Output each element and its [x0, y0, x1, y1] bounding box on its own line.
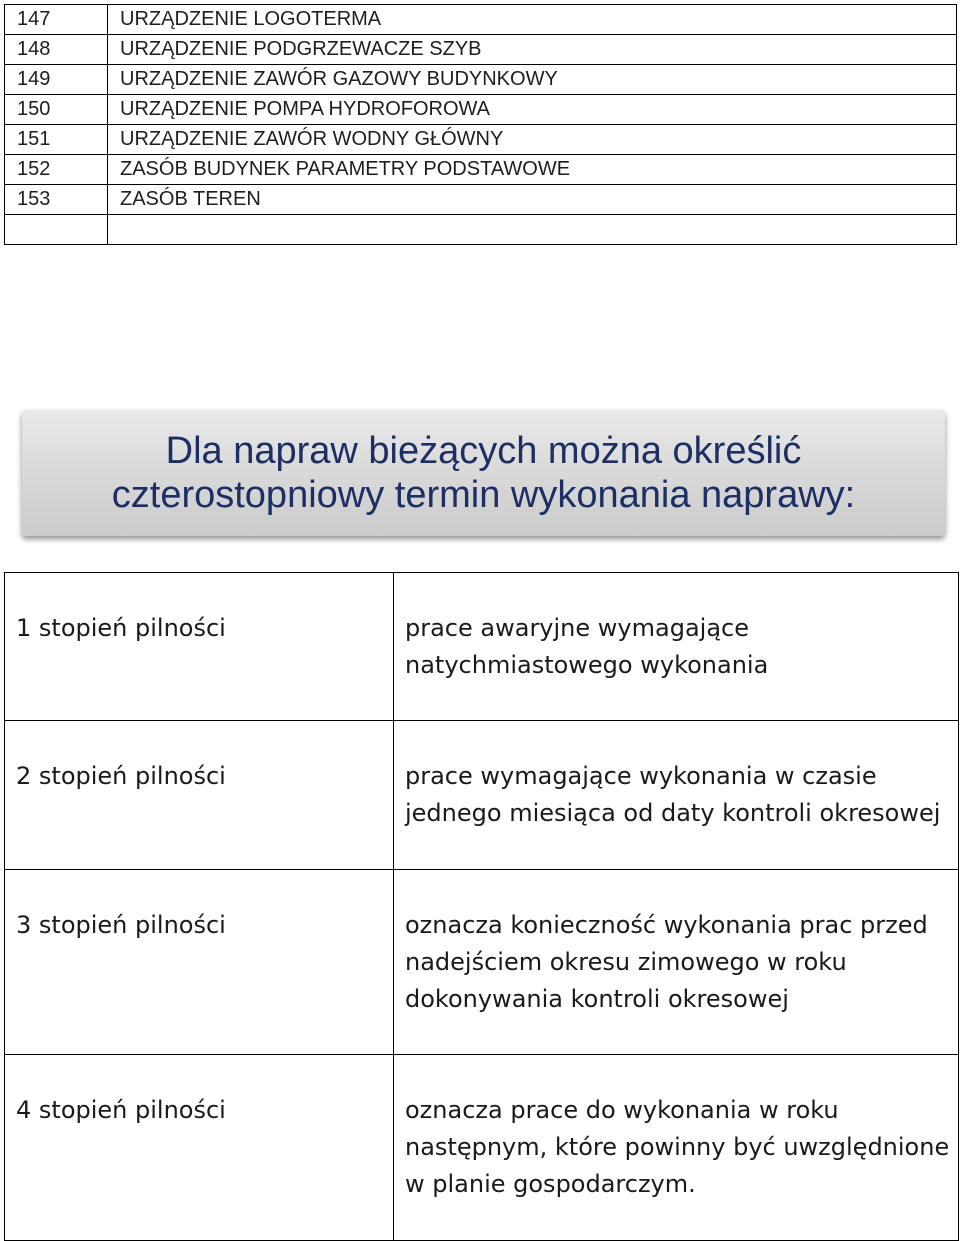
row-number: 150	[5, 95, 108, 125]
heading-banner	[22, 410, 945, 536]
table-row	[5, 35, 957, 65]
table-row	[5, 155, 957, 185]
table-row	[5, 95, 957, 125]
row-description: URZĄDZENIE LOGOTERMA	[108, 5, 957, 35]
row-description	[108, 215, 957, 245]
urgency-level-label: 4 stopień pilności	[16, 1096, 226, 1124]
urgency-level-label: 2 stopień pilności	[16, 762, 226, 790]
table-row-empty	[5, 215, 957, 245]
banner-line-2: czterostopniowy termin wykonania naprawy:	[111, 474, 856, 516]
urgency-description-text: oznacza konieczność wykonania prac przed nadejściem okresu zimowego w roku dokonywania kontroli okresowej	[405, 911, 928, 1013]
urgency-level	[5, 721, 394, 870]
row-number: 152	[5, 155, 108, 185]
row-number: 147	[5, 5, 108, 35]
row-number: 149	[5, 65, 108, 95]
urgency-description	[394, 721, 959, 870]
urgency-level	[5, 573, 394, 721]
table-row	[5, 573, 959, 721]
table-row	[5, 125, 957, 155]
urgency-level-label: 1 stopień pilności	[16, 614, 226, 642]
row-description: URZĄDZENIE POMPA HYDROFOROWA	[108, 95, 957, 125]
row-number: 153	[5, 185, 108, 215]
row-description: URZĄDZENIE ZAWÓR GAZOWY BUDYNKOWY	[108, 65, 957, 95]
row-number: 151	[5, 125, 108, 155]
urgency-description	[394, 573, 959, 721]
row-description: ZASÓB TEREN	[108, 185, 957, 215]
table-row	[5, 5, 957, 35]
table-row	[5, 721, 959, 870]
resource-code-table	[4, 4, 957, 245]
banner-line-1: Dla napraw bieżących można określić	[165, 430, 802, 472]
urgency-level	[5, 1055, 394, 1241]
row-description: URZĄDZENIE ZAWÓR WODNY GŁÓWNY	[108, 125, 957, 155]
table-row	[5, 1055, 959, 1241]
row-number: 148	[5, 35, 108, 65]
urgency-level	[5, 870, 394, 1055]
table-row	[5, 870, 959, 1055]
urgency-description	[394, 1055, 959, 1241]
table-row	[5, 65, 957, 95]
table-row	[5, 185, 957, 215]
urgency-description-text: prace wymagające wykonania w czasie jednego miesiąca od daty kontroli okresowej	[405, 762, 941, 827]
row-number	[5, 215, 108, 245]
urgency-description-text: oznacza prace do wykonania w roku następnym, które powinny być uwzględnione w planie gospodarczym.	[405, 1096, 950, 1198]
urgency-level-label: 3 stopień pilności	[16, 911, 226, 939]
row-description: URZĄDZENIE PODGRZEWACZE SZYB	[108, 35, 957, 65]
row-description: ZASÓB BUDYNEK PARAMETRY PODSTAWOWE	[108, 155, 957, 185]
urgency-description-text: prace awaryjne wymagające natychmiastowego wykonania	[405, 614, 769, 679]
urgency-description	[394, 870, 959, 1055]
urgency-levels-table	[4, 572, 959, 1241]
